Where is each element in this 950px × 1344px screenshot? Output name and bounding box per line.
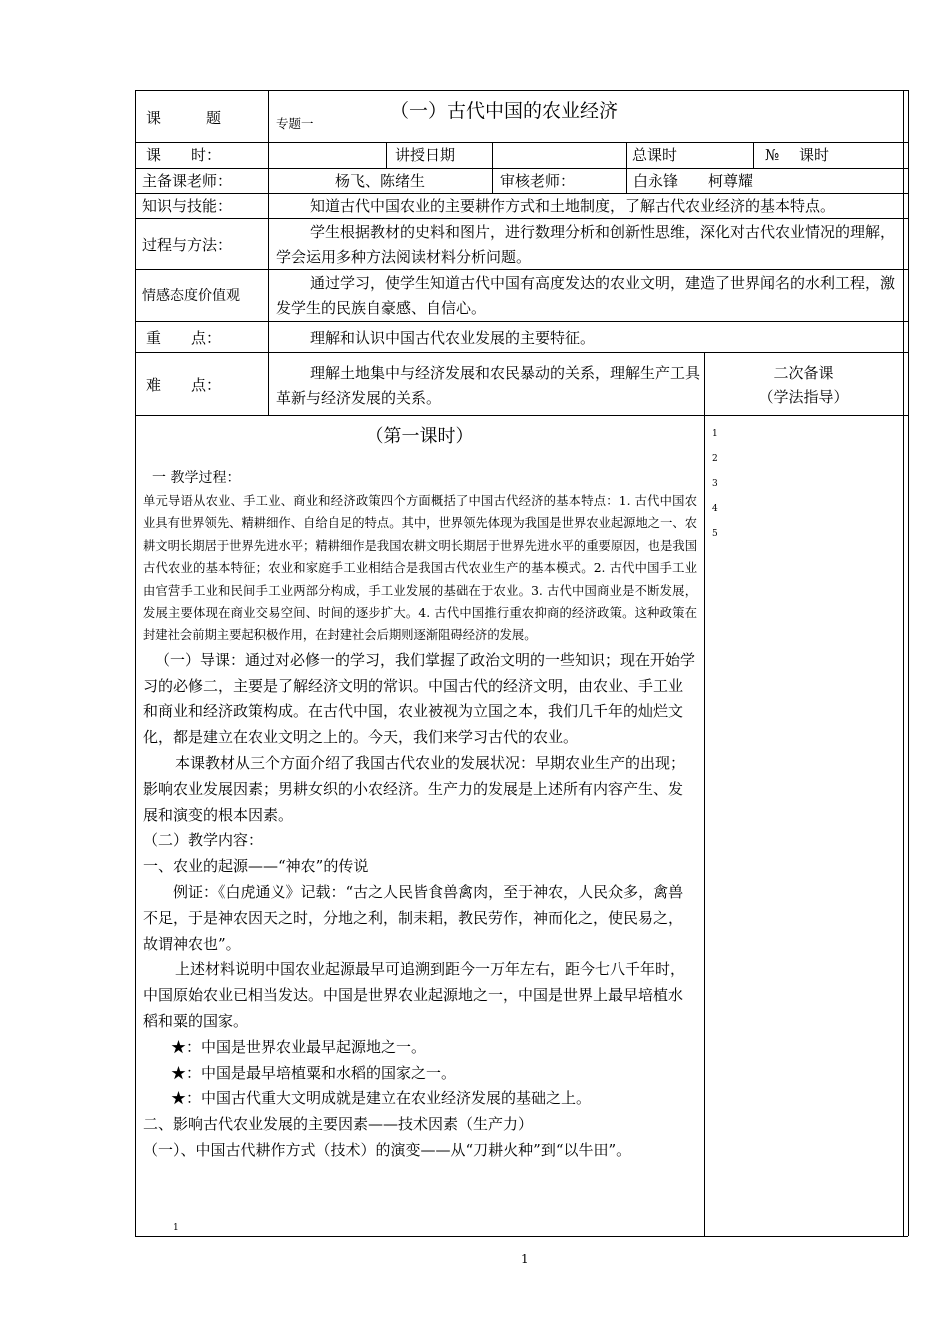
secondary-title: 二次备课 [773, 364, 834, 382]
topic-label: 课 题 [146, 109, 222, 127]
difficult-label: 难 点： [146, 376, 222, 394]
side-number: 4 [712, 504, 718, 514]
table-border-right-outer [908, 90, 909, 1236]
reviewer-label: 审核老师： [500, 172, 576, 190]
table-border-right [903, 90, 904, 1236]
knowledge-label: 知识与技能： [142, 197, 233, 215]
process-text: 学生根据教材的史料和图片，进行数理分析和创新性思维，深化对古代农业情况的理解，学会运用多种方法阅读材料分析问题。 [276, 223, 896, 266]
side-column-line [704, 352, 705, 1236]
body-text [143, 490, 697, 1164]
reviewer-value: 白永锋 柯尊耀 [633, 172, 754, 190]
col-line [386, 142, 387, 168]
row-line [135, 415, 908, 416]
side-number: 5 [712, 529, 718, 539]
hours-label: 课 时： [146, 146, 222, 164]
row-line [135, 269, 908, 270]
side-number: 2 [712, 454, 718, 464]
table-border-left [135, 90, 136, 1236]
content-heading: （二）教学内容： [143, 831, 264, 850]
total-hours-label: 总课时 [632, 146, 678, 164]
row-line [135, 321, 908, 322]
emotion-text: 通过学习，使学生知道古代中国有高度发达的农业文明，建造了世界闻名的水利工程，激发学生的民族自豪感、自信心。 [276, 274, 896, 317]
key-label: 重 点： [146, 329, 222, 347]
row-line [135, 218, 908, 219]
row-line [135, 168, 908, 169]
topic-prefix: 专题一 [276, 116, 314, 131]
no-hours-label: № 课时 [765, 146, 829, 164]
side-number: 1 [712, 429, 718, 439]
page-title: （一）古代中国的农业经济 [390, 100, 619, 122]
secondary-subtitle: （学法指导） [758, 388, 849, 406]
page-number: 1 [521, 1252, 529, 1266]
col-line [626, 142, 627, 193]
lesson-title: （第一课时） [365, 426, 474, 447]
intro-lead-paragraph: （一）导课：通过对必修一的学习，我们掌握了政治文明的一些知识；现在开始学习的必修二，主要是了解经济文明的常识。中国古代的经济文明，由农业、手工业和商业和经济政策构成。在古代中国，农业被视为立国之本，我们几千年的灿烂文化，都是建立在农业文明之上的。今天，我们来学习古代的农业。 [143, 650, 696, 747]
textbook-paragraph: 本课教材从三个方面介绍了我国古代农业的发展状况：早期农业生产的出现；影响农业发展因素；男耕女织的小农经济。生产力的发展是上述所有内容产生、发展和演变的根本因素。 [143, 754, 686, 824]
section-heading-origin: 一、农业的起源——“神农”的传说 [143, 857, 369, 876]
side-number: 3 [712, 479, 718, 489]
teacher-label: 主备课老师： [142, 172, 233, 190]
label-column-line [268, 90, 269, 415]
process-heading: 一 教学过程： [152, 470, 241, 486]
emotion-label: 情感态度价值观 [142, 288, 240, 304]
section-heading-factors: 二、影响古代农业发展的主要因素——技术因素（生产力） [143, 1115, 534, 1134]
intro-paragraph: 单元导语从农业、手工业、商业和经济政策四个方面概括了中国古代经济的基本特点：1. 古代中国农业具有世界领先、精耕细作、自给自足的特点。其中，世界领先体现为我国是世界农业起源地之一、农耕文明长期居于世界先进水平；精耕细作是我国农耕文明长期居于世界先进水平的重要原因，也是我国古代农业的基本特征；农业和家庭手工业相结合是我国古代农业生产的基本模式。2. 古代中国手工业由官营手工业和民间手工业两部分构成，手工业发展的基础在于农业。3. 古代中国商业是不断发展，发展主要体现在商业交易空间、时间的逐步扩大。4. 古代中国推行重农抑商的经济政策。这种政策在封建社会前期主要起积极作用，在封建社会后期则逐渐阻碍经济的发展。 [143, 494, 697, 643]
col-line [492, 142, 493, 193]
subsection-heading: （一）、中国古代耕作方式（技术）的演变——从“刀耕火种”到“以牛田”。 [143, 1140, 632, 1159]
difficult-text: 理解土地集中与经济发展和农民暴动的关系，理解生产工具革新与经济发展的关系。 [276, 364, 701, 407]
col-line [753, 142, 754, 168]
process-label: 过程与方法： [142, 236, 233, 254]
teacher-value: 杨飞、陈绪生 [335, 172, 426, 190]
key-text: 理解和认识中国古代农业发展的主要特征。 [310, 329, 596, 347]
table-border-bottom [135, 1236, 908, 1237]
date-label: 讲授日期 [395, 146, 456, 164]
row-line [135, 142, 908, 143]
explain-paragraph: 上述材料说明中国农业起源最早可追溯到距今一万年左右，距今七八千年时，中国原始农业已相当发达。中国是世界农业起源地之一，中国是世界上最早培植水稻和粟的国家。 [143, 960, 686, 1030]
footnote-number: 1 [173, 1223, 179, 1233]
star-point-1: ★：中国是世界农业最早起源地之一。 [171, 1037, 427, 1056]
row-line [135, 193, 908, 194]
row-line [135, 352, 908, 353]
example-paragraph: 例证：《白虎通义》记载：“古之人民皆食兽禽肉，至于神农，人民众多，禽兽不足，于是神农因天之时，分地之利，制耒耜，教民劳作，神而化之，使民易之，故谓神农也”。 [143, 883, 684, 953]
star-point-2: ★：中国是最早培植粟和水稻的国家之一。 [171, 1063, 457, 1082]
table-border-top [135, 90, 908, 91]
knowledge-text: 知道古代中国农业的主要耕作方式和土地制度，了解古代农业经济的基本特点。 [310, 197, 836, 215]
star-point-3: ★：中国古代重大文明成就是建立在农业经济发展的基础之上。 [171, 1089, 592, 1108]
